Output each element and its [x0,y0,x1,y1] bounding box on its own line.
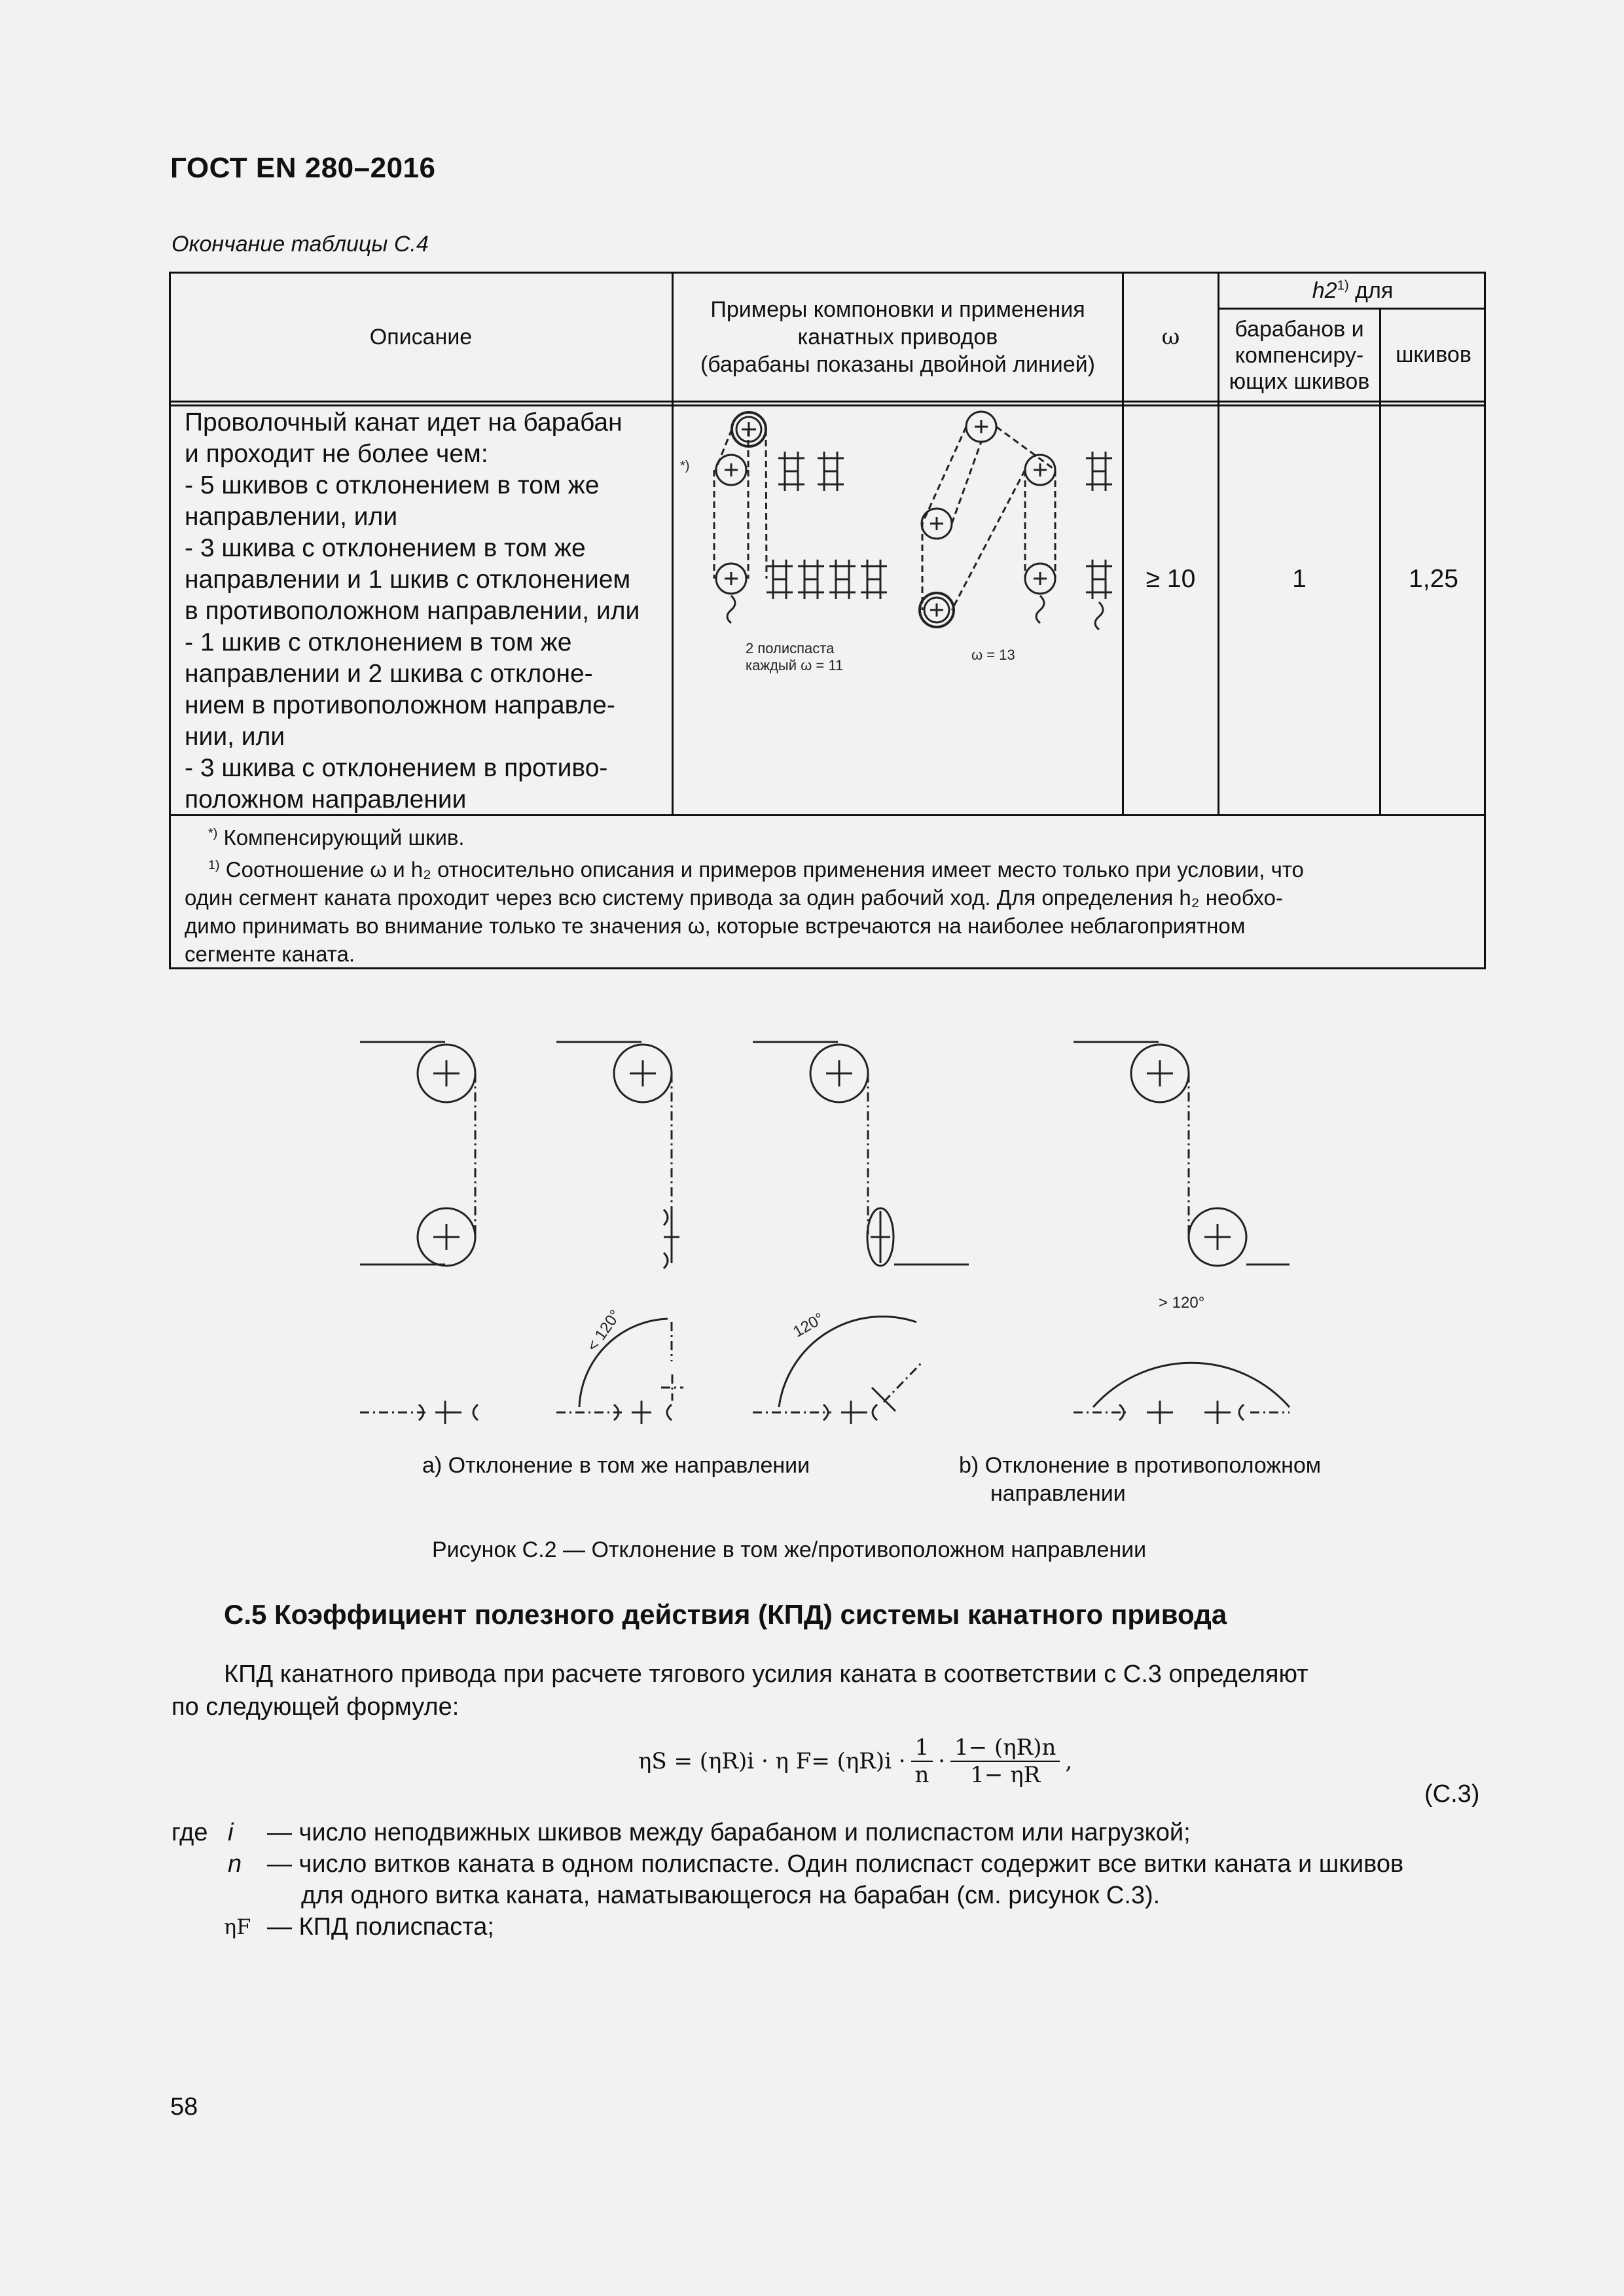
angle-label-a1: < 120° [583,1306,625,1355]
angle-label-a2: 120° [790,1309,827,1341]
column-header-omega: ω [1161,324,1180,350]
def-symbol-eta-f: ηF [224,1914,251,1939]
table-footnotes: *) Компенсирующий шкив. $^{1)}$ Соотношение ω и h₂ относительно описания и примеров применения имеет место только при условии, что один сегмент каната проходит через всю систему привода за один рабочий ход. Для определения h₂ необхо- димо принимать во внимание только те значения ω, которые встречаются на наиболее неблагоприятном сегменте каната. [185,825,1304,966]
table-caption: Окончание таблицы С.4 [171,232,429,257]
column-header-examples: Примеры компоновки и применения канатных приводов (барабаны показаны двойной линией) [700,297,1095,377]
section-title: С.5 Коэффициент полезного действия (КПД) системы канатного привода [224,1599,1227,1630]
row-sheaves-value: 1,25 [1409,565,1458,593]
page-number: 58 [170,2093,198,2121]
def-symbol-n: n [228,1850,242,1878]
formula-c3: ηS = (ηR)i · η F= (ηR)i · 1 n · 1− (ηR)n 1− ηR , [638,1734,1073,1788]
figure-caption: Рисунок С.2 — Отклонение в том же/противоположном направлении [432,1537,1147,1562]
figure-label-b-line1: b) Отклонение в противоположном [959,1453,1322,1478]
formula-number: (С.3) [1424,1780,1480,1808]
figure-label-a: a) Отклонение в том же направлении [422,1453,810,1478]
example-left-label-1: 2 полиспаста [746,640,835,656]
compensating-sheave-note: *) [680,459,690,473]
column-header-description: Описание [369,324,473,350]
example-left-label-2: каждый ω = 11 [746,657,844,673]
def-text-i: — число неподвижных шкивов между барабаном и полиспастом или нагрузкой; [267,1819,1191,1846]
column-header-drums: барабанов и компенсиру- ющих шкивов [1229,316,1370,394]
row-description: Проволочный канат идет на барабан и проходит не более чем: - 5 шкивов с отклонением в том же направлении, или - 3 шкива с отклонением в том же направлении и 1 шкив с отклонением в противоположном направлении, или - 1 шкив с отклонением в том же направлении и 2 шкива с отклоне- нием в противоположном направле- нии, или - 3 шкива с отклонением в противо- положном направлении [185,408,640,814]
row-drums-value: 1 [1292,565,1307,593]
rope-drive-examples-diagram [674,406,1121,681]
def-text-n-continued: для одного витка каната, наматывающегося на барабан (см. рисунок С.3). [301,1882,1161,1909]
figure-label-b-line2: направлении [990,1481,1126,1506]
section-paragraph-line1: КПД канатного привода при расчете тягового усилия каната в соответствии с С.3 определяют [224,1660,1308,1688]
section-paragraph-line2: по следующей формуле: [171,1693,460,1721]
where-label: где [171,1819,208,1846]
def-text-eta-f: — КПД полиспаста; [267,1913,494,1941]
figure-c2-deflection-diagram [347,1021,1329,1460]
column-header-sheaves: шкивов [1396,342,1471,367]
document-title: ГОСТ EN 280–2016 [170,152,436,184]
column-header-h2: h2$^{1)}$ для [1312,278,1394,303]
def-symbol-i: i [228,1819,234,1846]
row-omega-value: ≥ 10 [1146,565,1196,593]
def-text-n: — число витков каната в одном полиспасте. Один полиспаст содержит все витки каната и шкивов [267,1850,1404,1878]
example-right-label: ω = 13 [971,647,1015,663]
angle-label-b: > 120° [1159,1294,1205,1312]
